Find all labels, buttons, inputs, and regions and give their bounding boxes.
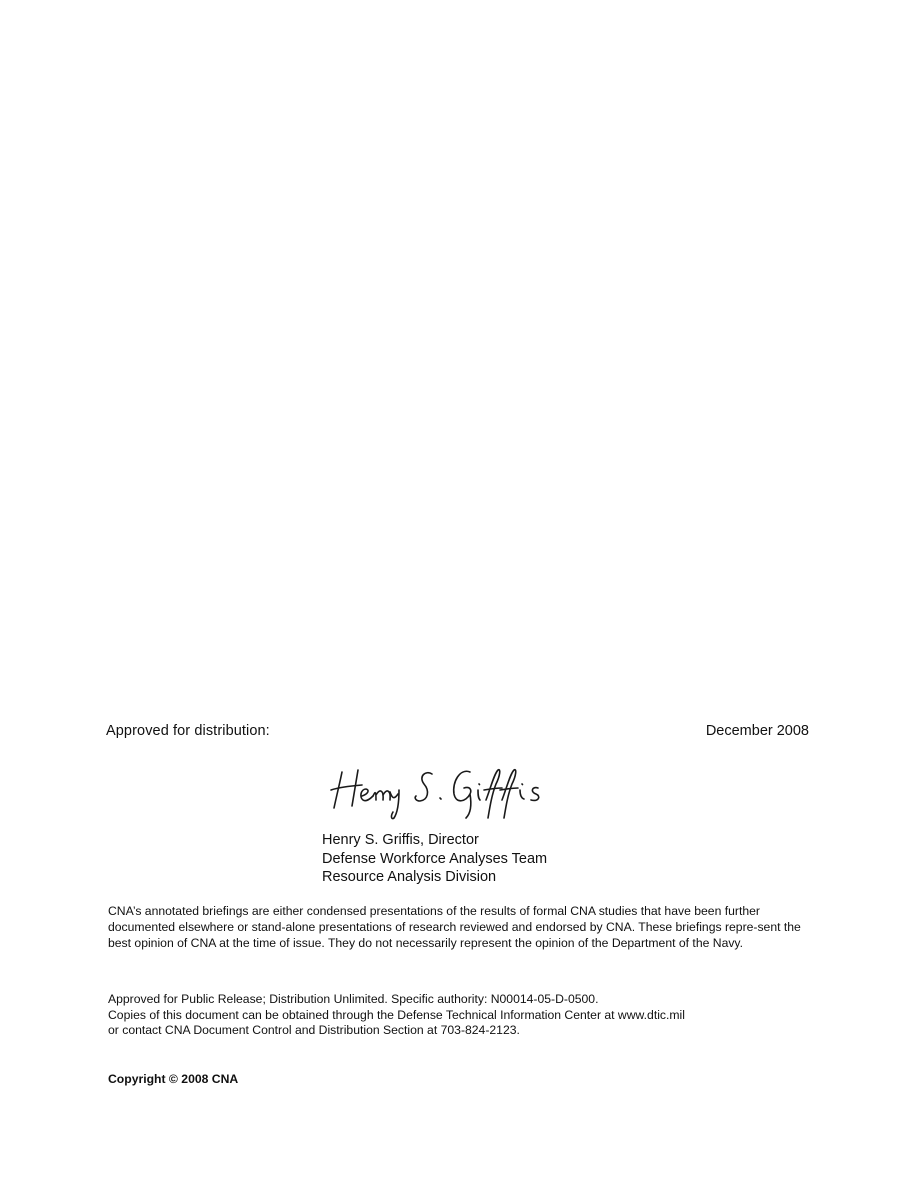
approved-for-distribution-label: Approved for distribution:	[106, 723, 270, 739]
disclaimer-paragraph: CNA’s annotated briefings are either condensed presentations of the results of formal CNA studies that have been further documented elsewhere or stand-alone presentations of research reviewed and endorsed by CNA. These briefings repre-sent the best opinion of CNA at the time of issue. They do not necessarily represent the opinion of the Department of the Navy.	[108, 904, 801, 950]
release-statement	[108, 992, 813, 1039]
release-line-contact: or contact CNA Document Control and Distribution Section at 703-824-2123.	[108, 1023, 520, 1037]
signer-division: Resource Analysis Division	[322, 869, 497, 885]
release-line-dtic: Copies of this document can be obtained through the Defense Technical Information Center at www.dtic.mil	[108, 1007, 685, 1022]
signer-name-title: Henry S. Griffis, Director	[322, 832, 479, 848]
approval-date: December 2008	[705, 723, 809, 739]
signature-icon	[328, 760, 552, 822]
signer-block	[322, 831, 547, 887]
release-line-distribution: Approved for Public Release; Distribution Unlimited. Specific authority: N00014-05-D-0500.	[108, 992, 599, 1006]
copyright-notice: Copyright © 2008 CNA	[108, 1072, 239, 1086]
signer-team: Defense Workforce Analyses Team	[322, 850, 548, 867]
